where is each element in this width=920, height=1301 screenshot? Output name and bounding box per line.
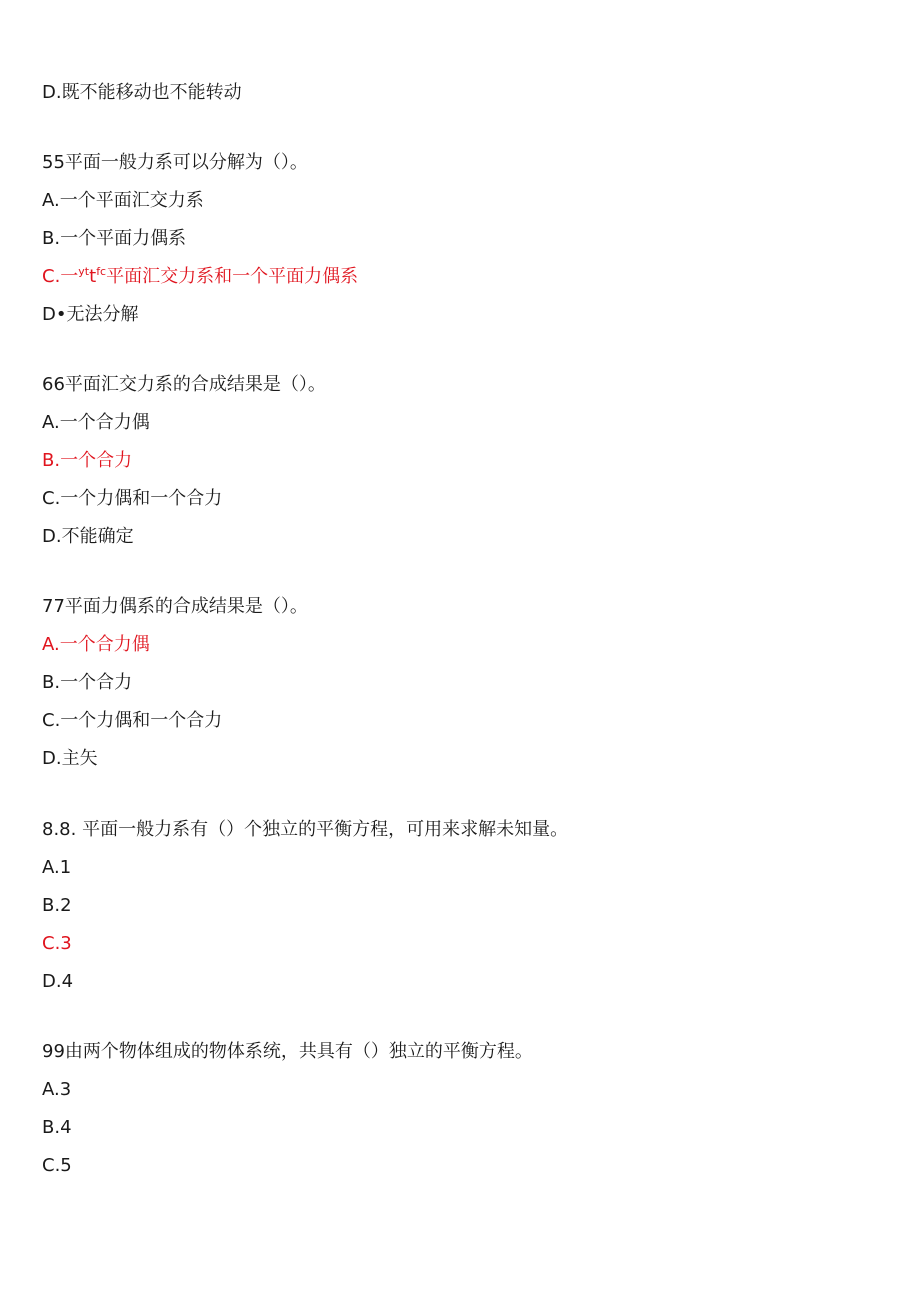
option-b: B.一个合力 bbox=[42, 672, 133, 693]
option-c-sup1: yt bbox=[78, 265, 90, 278]
option-b-correct: B.一个合力 bbox=[42, 450, 133, 471]
option-c-correct bbox=[42, 265, 358, 289]
option-c-correct: C.3 bbox=[42, 933, 72, 954]
option-c-prefix: C.一 bbox=[42, 266, 79, 287]
option-c-sup2: fc bbox=[96, 265, 107, 278]
option-c: C.一个力偶和一个合力 bbox=[42, 488, 223, 509]
option-b: B.2 bbox=[42, 895, 72, 916]
option-a: A.3 bbox=[42, 1079, 72, 1100]
option-d: D.主矢 bbox=[42, 748, 98, 769]
option-d: D.不能确定 bbox=[42, 526, 134, 547]
option-d: D•无法分解 bbox=[42, 304, 139, 325]
option-d: D.既不能移动也不能转动 bbox=[42, 82, 242, 103]
option-c-mid: t bbox=[89, 266, 97, 287]
option-c: C.一个力偶和一个合力 bbox=[42, 710, 223, 731]
question-stem: 66平面汇交力系的合成结果是（）。 bbox=[42, 374, 326, 395]
option-b: B.一个平面力偶系 bbox=[42, 228, 187, 249]
option-c-suffix: 平面汇交力系和一个平面力偶系 bbox=[106, 266, 359, 287]
question-stem: 77平面力偶系的合成结果是（）。 bbox=[42, 596, 308, 617]
option-a: A.一个平面汇交力系 bbox=[42, 190, 204, 211]
option-d: D.4 bbox=[42, 971, 74, 992]
option-a: A.一个合力偶 bbox=[42, 412, 150, 433]
option-a-correct: A.一个合力偶 bbox=[42, 634, 150, 655]
question-stem: 99由两个物体组成的物体系统，共具有（）独立的平衡方程。 bbox=[42, 1041, 533, 1062]
option-c: C.5 bbox=[42, 1155, 72, 1176]
option-b: B.4 bbox=[42, 1117, 72, 1138]
option-a: A.1 bbox=[42, 857, 72, 878]
question-stem: 55平面一般力系可以分解为（）。 bbox=[42, 152, 308, 173]
question-stem: 8.8. 平面一般力系有（）个独立的平衡方程，可用来求解未知量。 bbox=[42, 819, 569, 840]
